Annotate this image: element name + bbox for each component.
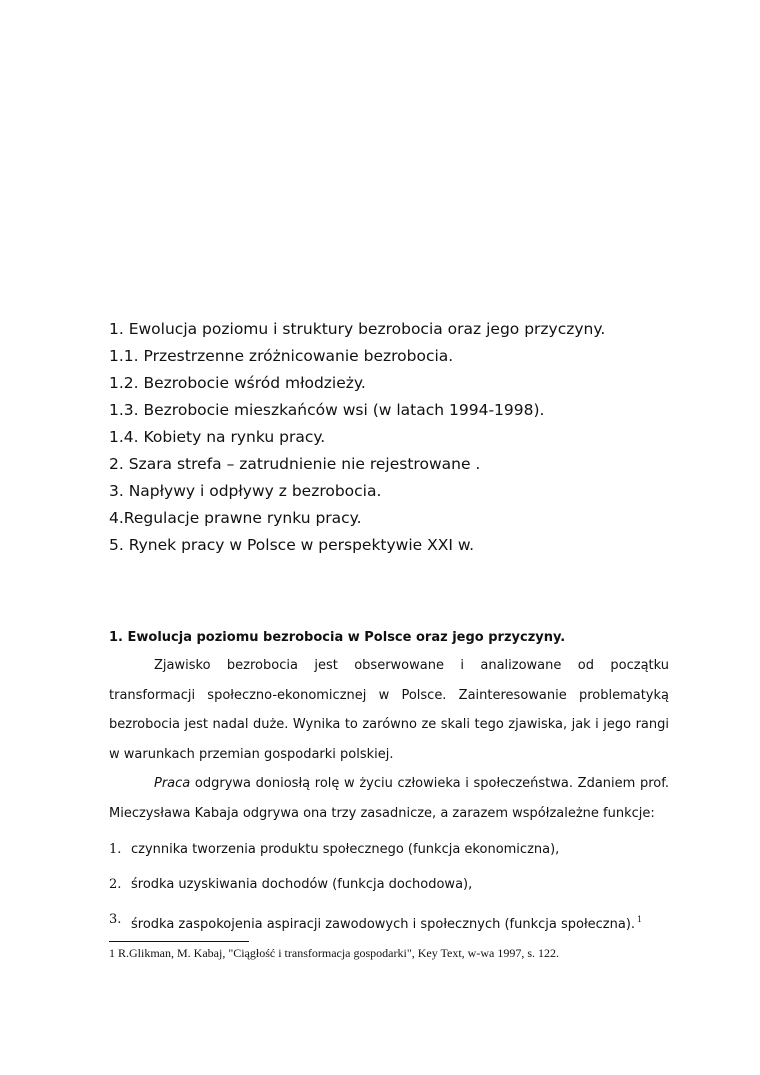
- footnote-text: 1 R.Glikman, M. Kabaj, "Ciągłość i transformacja gospodarki", Key Text, w-wa 1997, s. 122.: [109, 946, 559, 960]
- list-number: 2.: [109, 877, 122, 892]
- toc-item: 4.Regulacje prawne rynku pracy.: [109, 509, 362, 527]
- list-item: [109, 904, 669, 939]
- toc-item: 1.1. Przestrzenne zróżnicowanie bezrobocia.: [109, 347, 454, 365]
- toc-item: 1.2. Bezrobocie wśród młodzieży.: [109, 374, 366, 392]
- paragraph-text: odgrywa doniosłą rolę w życiu człowieka i społeczeństwa. Zdaniem prof. Mieczysława Kabaja odgrywa ona trzy zasadnicze, a zarazem współzależne funkcje:: [109, 776, 669, 821]
- italic-term: Praca: [154, 776, 191, 791]
- list-item: [109, 834, 669, 869]
- list-text: środka uzyskiwania dochodów (funkcja dochodowa),: [131, 877, 473, 892]
- toc-item: 3. Napływy i odpływy z bezrobocia.: [109, 482, 382, 500]
- list-text: czynnika tworzenia produktu społecznego (funkcja ekonomiczna),: [131, 842, 560, 857]
- table-of-contents: [109, 316, 709, 559]
- footnote-reference[interactable]: 1: [637, 915, 643, 924]
- list-number: 1.: [109, 842, 122, 857]
- list-text: środka zaspokojenia aspiracji zawodowych i społecznych (funkcja społeczna).: [131, 917, 636, 932]
- toc-item: 1. Ewolucja poziomu i struktury bezrobocia oraz jego przyczyny.: [109, 320, 606, 338]
- toc-item: 1.3. Bezrobocie mieszkańców wsi (w latach 1994-1998).: [109, 401, 545, 419]
- paragraph-intro: Zjawisko bezrobocia jest obserwowane i analizowane od początku transformacji społeczno-ekonomicznej w Polsce. Zainteresowanie problematyką bezrobocia jest nadal duże. Wynika to zarówno ze skali tego zjawiska, jak i jego rangi w warunkach przemian gospodarki polskiej.: [109, 658, 669, 762]
- list-number: 3.: [109, 912, 122, 927]
- function-list: [109, 834, 669, 939]
- section-heading: 1. Ewolucja poziomu bezrobocia w Polsce oraz jego przyczyny.: [109, 630, 566, 645]
- footnote-separator: [109, 941, 249, 942]
- list-item: [109, 869, 669, 904]
- paragraph-work: [109, 769, 669, 828]
- toc-item: 1.4. Kobiety na rynku pracy.: [109, 428, 326, 446]
- toc-item: 5. Rynek pracy w Polsce w perspektywie XXI w.: [109, 536, 475, 554]
- chapter-section: [109, 625, 669, 939]
- toc-item: 2. Szara strefa – zatrudnienie nie rejestrowane .: [109, 455, 481, 473]
